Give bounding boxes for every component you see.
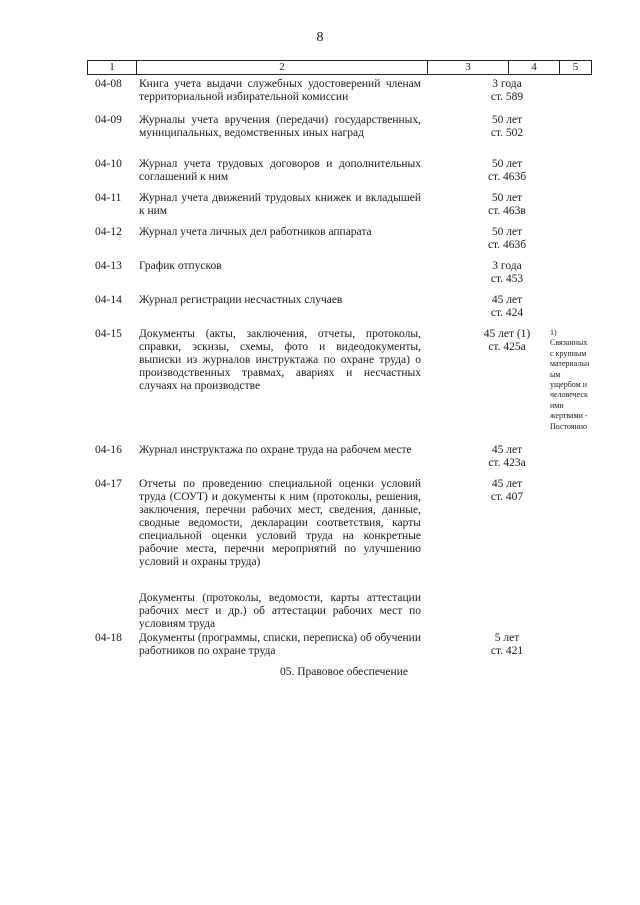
table-header (87, 60, 592, 75)
row-code: 04-17 (95, 478, 122, 490)
term-period: 50 лет (491, 114, 523, 126)
row-title: Отчеты по проведению специальной оценки условий труда (СОУТ) и документы к ним (протоколы, решения, заключения, перечни рабочих мест, сведения, данные, сводные ведомости, декларации соответствия, карты специальной оценки условий труда на конкретные рабочие места, перечни мероприятий по улучшению условий и охраны труда) (139, 478, 421, 568)
row-title: Журнал учета личных дел работников аппарата (139, 226, 372, 238)
row-code: 04-16 (95, 444, 122, 456)
row-code: 04-14 (95, 294, 122, 306)
column-header-2: 2 (137, 61, 428, 74)
column-header-4: 4 (509, 61, 560, 74)
row-subtitle: Документы (протоколы, ведомости, карты аттестации рабочих мест и др.) об аттестации рабочих мест по условиям труда (139, 592, 421, 630)
row-code: 04-13 (95, 260, 122, 272)
term-article: ст. 407 (490, 491, 524, 503)
row-term (478, 328, 536, 354)
row-note: 1) Связанных с крупным материальн ым ущербом и человеческ ими жертвами - Постоянно (550, 328, 590, 431)
row-term (478, 158, 536, 184)
term-period: 50 лет (491, 226, 523, 238)
column-header-3: 3 (428, 61, 509, 74)
row-term (478, 444, 536, 470)
term-period: 45 лет (1) (483, 328, 531, 340)
term-article: ст. 463б (487, 171, 527, 183)
row-title: Документы (акты, заключения, отчеты, протоколы, справки, эскизы, схемы, фото и видеодокументы, выписки из журналов инструктажа по охране труда) о производственных травмах, авариях и несчастных случаях на производстве (139, 328, 421, 392)
row-term (478, 226, 536, 252)
row-title: Журналы учета вручения (передачи) государственных, муниципальных, ведомственных иных наград (139, 114, 421, 139)
row-code: 04-15 (95, 328, 122, 340)
term-period: 50 лет (491, 158, 523, 170)
term-period: 45 лет (491, 294, 523, 306)
row-code: 04-18 (95, 632, 122, 644)
row-term (478, 294, 536, 320)
row-term (478, 78, 536, 104)
row-title: Журнал регистрации несчастных случаев (139, 294, 343, 306)
row-title: Журнал инструктажа по охране труда на рабочем месте (139, 444, 412, 456)
row-code: 04-09 (95, 114, 122, 126)
term-article: ст. 463б (487, 239, 527, 251)
column-header-1: 1 (88, 61, 137, 74)
term-article: ст. 502 (490, 127, 524, 139)
term-article: ст. 589 (490, 91, 524, 103)
term-period: 50 лет (491, 192, 523, 204)
term-period: 3 года (492, 78, 522, 90)
row-term (478, 260, 536, 286)
row-title: Документы (программы, списки, переписка) об обучении работников по охране труда (139, 632, 421, 657)
term-article: ст. 421 (490, 645, 524, 657)
row-title: Журнал учета движений трудовых книжек и вкладышей к ним (139, 192, 421, 217)
section-heading: 05. Правовое обеспечение (280, 666, 408, 678)
term-period: 45 лет (491, 478, 523, 490)
term-period: 45 лет (491, 444, 523, 456)
row-code: 04-10 (95, 158, 122, 170)
page-number: 8 (316, 30, 324, 45)
row-code: 04-08 (95, 78, 122, 90)
row-code: 04-11 (95, 192, 122, 204)
term-article: ст. 423а (488, 457, 526, 469)
row-term (478, 192, 536, 218)
row-term (478, 478, 536, 504)
row-title: Книга учета выдачи служебных удостоверений членам территориальной избирательной комиссии (139, 78, 421, 103)
row-term (478, 114, 536, 140)
term-article: ст. 453 (490, 273, 524, 285)
term-article: ст. 424 (490, 307, 524, 319)
column-header-5: 5 (572, 61, 579, 73)
term-period: 3 года (492, 260, 522, 272)
term-period: 5 лет (494, 632, 520, 644)
row-term (478, 632, 536, 658)
row-title: График отпусков (139, 260, 222, 272)
row-title: Журнал учета трудовых договоров и дополнительных соглашений к ним (139, 158, 421, 183)
row-code: 04-12 (95, 226, 122, 238)
term-article: ст. 463в (488, 205, 526, 217)
term-article: ст. 425а (488, 341, 526, 353)
